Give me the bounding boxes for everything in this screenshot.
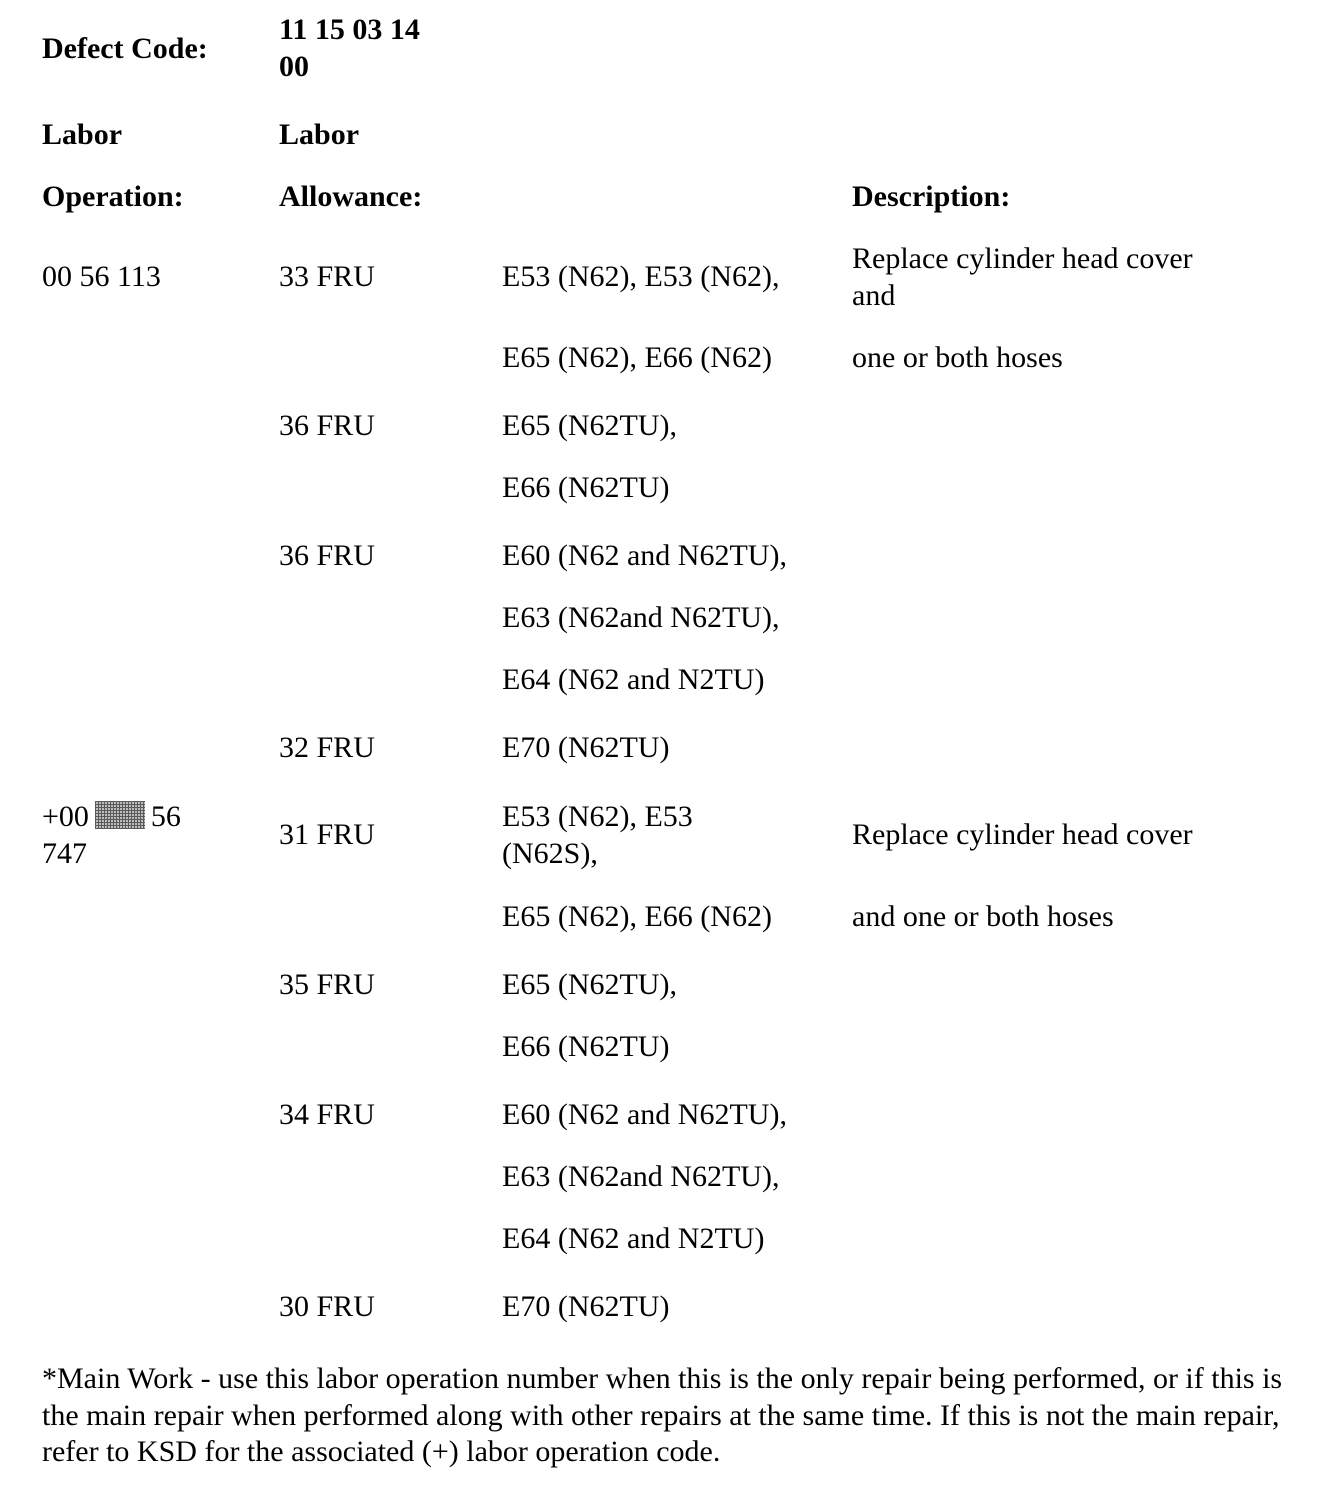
labor-allowance-header-line2: Allowance:: [279, 180, 423, 213]
description-header: Description:: [852, 180, 1011, 213]
model-line: E64 (N62 and N2TU): [502, 663, 765, 696]
description-line: Replace cylinder head cover: [852, 818, 1193, 851]
model-line: E60 (N62 and N62TU),: [502, 1098, 787, 1131]
labor-allowance-value: 33 FRU: [279, 260, 375, 293]
model-line: E53 (N62), E53 (N62),: [502, 260, 780, 293]
model-line: E63 (N62and N62TU),: [502, 1160, 780, 1193]
labor-allowance-value: 36 FRU: [279, 409, 375, 442]
labor-operation-code-line2: 747: [42, 837, 87, 870]
labor-operation-header-line2: Operation:: [42, 180, 184, 213]
model-line: E65 (N62TU),: [502, 968, 677, 1001]
labor-allowance-value: 34 FRU: [279, 1098, 375, 1131]
labor-operation-header-line1: Labor: [42, 118, 123, 151]
labor-operation-code: [42, 798, 181, 835]
model-line: E70 (N62TU): [502, 731, 670, 764]
model-line: E64 (N62 and N2TU): [502, 1222, 765, 1255]
defect-code-value-line2: 00: [279, 50, 309, 83]
labor-allowance-value: 30 FRU: [279, 1290, 375, 1323]
model-line: E65 (N62TU),: [502, 409, 677, 442]
operation-suffix: 56: [150, 800, 181, 833]
redacted-block: [95, 801, 145, 829]
labor-allowance-value: 36 FRU: [279, 539, 375, 572]
labor-allowance-header-line1: Labor: [279, 118, 360, 151]
defect-code-label: Defect Code:: [42, 32, 208, 65]
description-line: one or both hoses: [852, 341, 1063, 374]
labor-operation-code: 00 56 113: [42, 260, 161, 293]
description-line: Replace cylinder head cover: [852, 242, 1193, 275]
labor-allowance-value: 35 FRU: [279, 968, 375, 1001]
model-line: E53 (N62), E53: [502, 800, 693, 833]
defect-code-value-line1: 11 15 03 14: [279, 13, 420, 46]
model-line: E65 (N62), E66 (N62): [502, 900, 772, 933]
description-line: and: [852, 279, 896, 312]
model-line: E65 (N62), E66 (N62): [502, 341, 772, 374]
main-work-footnote: *Main Work - use this labor operation number when this is the only repair being performed, or if this is the main repair when performed along with other repairs at the same time. If this is not the main repair, refer to KSD for the associated (+) labor operation code.: [42, 1362, 1283, 1468]
labor-allowance-value: 32 FRU: [279, 731, 375, 764]
model-line: E63 (N62and N62TU),: [502, 601, 780, 634]
model-line: E60 (N62 and N62TU),: [502, 539, 787, 572]
model-line: E66 (N62TU): [502, 1030, 670, 1063]
model-line: E66 (N62TU): [502, 471, 670, 504]
description-line: and one or both hoses: [852, 900, 1114, 933]
labor-allowance-value: 31 FRU: [279, 818, 375, 851]
model-line: E70 (N62TU): [502, 1290, 670, 1323]
model-line: (N62S),: [502, 837, 598, 870]
operation-prefix: +00: [42, 800, 89, 833]
